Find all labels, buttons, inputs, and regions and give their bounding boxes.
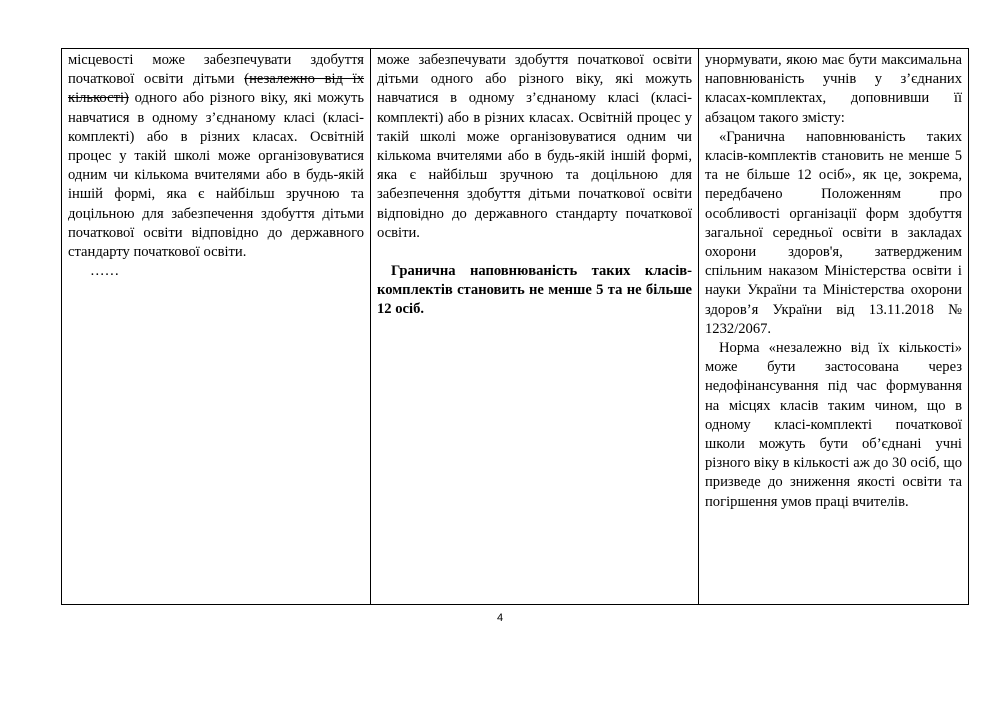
- justification-paragraph-3: Норма «незалежно від їх кількості» може бути застосована через недофінансування під час формування на місцях класів таким чином, що в одному класі-комплекті початкової школи можуть бути об’єднані учні різного віку в кількості аж до 30 осіб, що призведе до зниження якості освіти та погіршення умов праці вчителів.: [705, 340, 962, 510]
- justification-cell: [699, 49, 969, 605]
- table-row: [62, 49, 969, 605]
- justification-paragraph-1: унормувати, якою має бути максимальна наповнюваність учнів у з’єднаних класах-комплектах, доповнивши її абзацом такого змісту:: [705, 52, 962, 126]
- proposed-wording-cell: [371, 49, 699, 605]
- current-wording-cell: [62, 49, 371, 605]
- current-text-before: місцевості може забезпечувати здобуття початкової освіти дітьми: [68, 52, 364, 88]
- ellipsis: ……: [90, 263, 120, 280]
- proposed-wording-text: може забезпечувати здобуття початкової освіти дітьми одного або різного віку, які можуть навчатися в одному з’єднаному класі (класі-комплекті) або в різних класах. Освітній процес у такій школі може організовуватися одним чи кількома вчителями або в будь-якій іншій формі, яка є найбільш зручною та доцільною для забезпечення здобуття дітьми початкової освіти відповідно до державного стандарту початкової освіти.: [377, 52, 692, 241]
- comparison-table: [61, 48, 969, 605]
- proposed-addition: Гранична наповнюваність таких класів-комплектів становить не менше 5 та не більше 12 осіб.: [377, 263, 692, 318]
- current-text-after: одного або різного віку, які можуть навчатися в одному з’єднаному класі (класі-комплекті) або в різних класах. Освітній процес у такій школі може організовуватися одним чи кількома вчителями або в будь-якій іншій формі, яка є найбільш зручною та доцільною для забезпечення здобуття дітьми початкової освіти відповідно до державного стандарту початкової освіти.: [68, 90, 364, 261]
- deleted-phrase: (незалежно від їх кількості): [68, 71, 365, 107]
- justification-paragraph-2: «Гранична наповнюваність таких класів-комплектів становить не менше 5 та не більше 12 осіб», як це, зокрема, передбачено Положенням про особливості організації форм здобуття загальної середньої освіти в закладах охорони здоров'я, затвердженим спільним наказом Міністерства освіти і науки України та Міністерства охорони здоров’я України від 13.11.2018 № 1232/2067.: [705, 128, 962, 337]
- current-wording-text: [68, 51, 364, 262]
- page-number: 4: [496, 612, 504, 624]
